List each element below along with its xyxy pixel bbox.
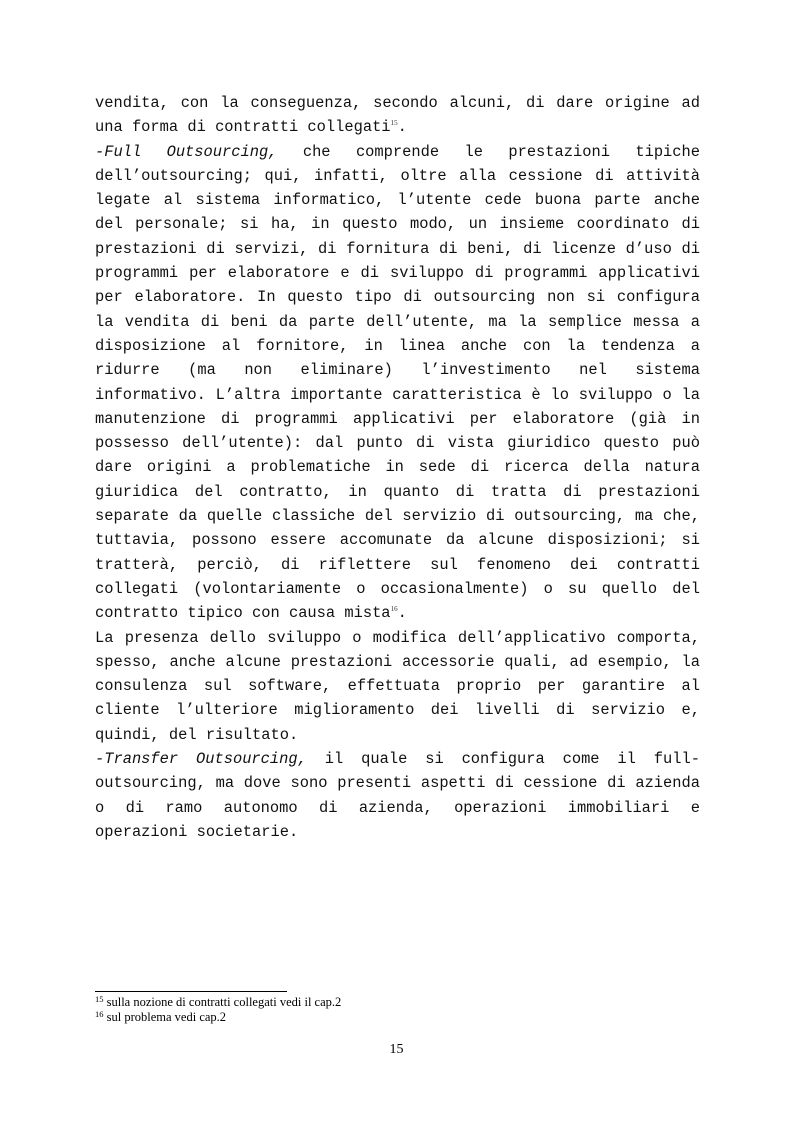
text-segment: il quale si configura come il full-outsourcing, ma dove sono presenti aspetti di cessione di azienda o di ramo autonomo di azienda, operazioni immobiliari e operazioni societarie. <box>95 750 700 841</box>
footnote-ref-15[interactable]: 15 <box>390 119 398 128</box>
paragraph <box>95 140 700 626</box>
page-number: 15 <box>389 1042 404 1057</box>
footnote-divider <box>95 991 287 992</box>
paragraph <box>95 626 700 747</box>
text-segment: La presenza dello sviluppo o modifica dell’applicativo comporta, spesso, anche alcune prestazioni accessorie quali, ad esempio, la consulenza sul software, effettuata proprio per garantire al cliente l’ulteriore miglioramento dei livelli di servizio e, quindi, del risultato. <box>95 628 700 744</box>
text-segment: . <box>397 118 407 137</box>
footnote-16 <box>95 1010 700 1025</box>
footnotes <box>95 995 700 1025</box>
footnote-text: sulla nozione di contratti collegati vedi il cap.2 <box>106 995 342 1009</box>
footnote-text: sul problema vedi cap.2 <box>106 1010 227 1024</box>
paragraph <box>95 91 700 140</box>
body-text <box>95 91 700 844</box>
term-full-outsourcing: -Full Outsourcing, <box>95 142 278 161</box>
footnote-number: 15 <box>95 994 104 1004</box>
footnote-number: 16 <box>95 1009 104 1019</box>
text-segment: che comprende le prestazioni tipiche dell’outsourcing; qui, infatti, oltre alla cessione di attività legate al sistema informatico, l’utente cede buona parte anche del personale; si ha, in questo modo, un insieme coordinato di prestazioni di servizi, di fornitura di beni, di licenze d’uso di programmi per elaboratore e di sviluppo di programmi applicativi per elaboratore. In questo tipo di outsourcing non si configura la vendita di beni da parte dell’utente, ma la semplice messa a disposizione al fornitore, in linea anche con la tendenza a ridurre (ma non eliminare) l’investimento nel sistema informativo. L’altra importante caratteristica è lo sviluppo o la manutenzione di programmi applicativi per elaboratore (già in possesso dell’utente): dal punto di vista giuridico questo può dare origini a problematiche in sede di ricerca della natura giuridica del contratto, in quanto di tratta di prestazioni separate da quelle classiche del servizio di outsourcing, ma che, tuttavia, possono essere accomunate da alcune disposizioni; si tratterà, perciò, di riflettere sul fenomeno dei contratti collegati (volontariamente o occasionalmente) o su quello del contratto tipico con causa mista <box>95 142 700 623</box>
text-segment: vendita, con la conseguenza, secondo alcuni, di dare origine ad una forma di contratti collegati <box>95 94 700 137</box>
footnote-ref-16[interactable]: 16 <box>390 605 398 614</box>
footnote-15 <box>95 995 700 1010</box>
paragraph <box>95 747 700 844</box>
term-transfer-outsourcing: -Transfer Outsourcing, <box>95 750 307 769</box>
text-segment: . <box>397 604 407 623</box>
